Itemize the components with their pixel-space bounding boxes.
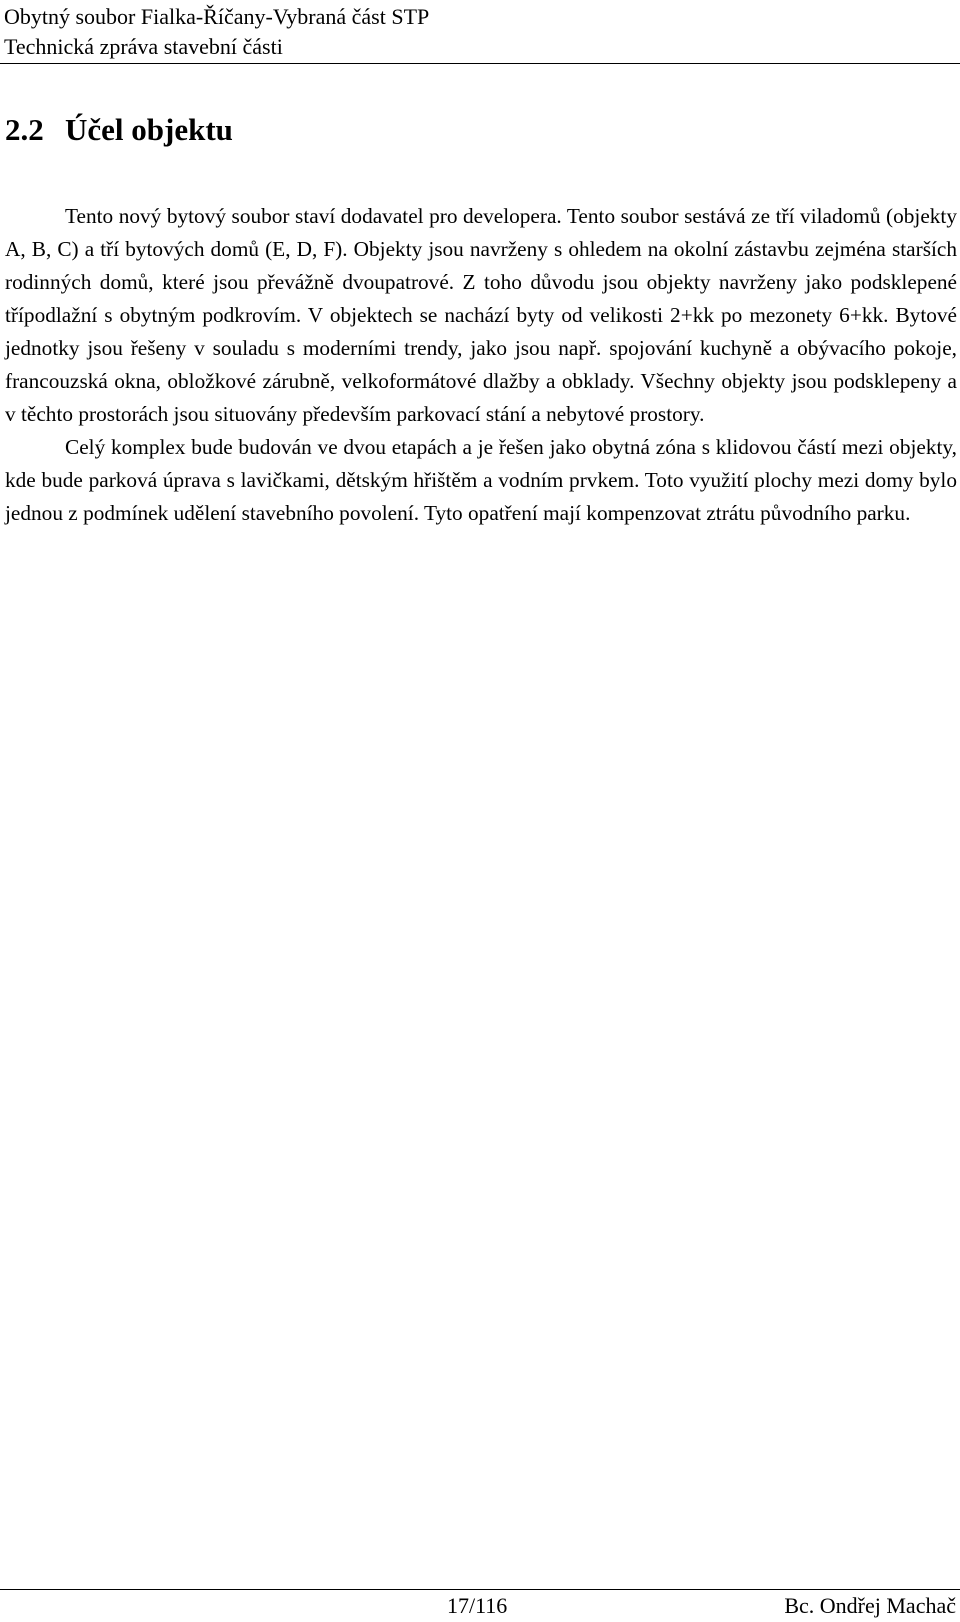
section-heading xyxy=(5,110,233,150)
footer-divider xyxy=(0,1589,960,1590)
header-divider xyxy=(0,63,960,64)
author-name: Bc. Ondřej Machač xyxy=(784,1593,956,1618)
section-number: 2.2 xyxy=(5,112,44,147)
paragraph-2: Celý komplex bude budován ve dvou etapách a je řešen jako obytná zóna s klidovou částí mezi objekty, kde bude parková úprava s lavičkami, dětským hřištěm a vodním prvkem. Toto využití plochy mezi domy bylo jednou z podmínek udělení stavebního povolení. Tyto opatření mají kompenzovat ztrátu původního parku. xyxy=(5,435,957,525)
section-title: Účel objektu xyxy=(65,112,233,147)
header-document-title: Obytný soubor Fialka-Říčany-Vybraná část STP xyxy=(4,4,430,29)
header-document-subtitle: Technická zpráva stavební části xyxy=(4,34,283,59)
paragraph-1: Tento nový bytový soubor staví dodavatel pro developera. Tento soubor sestává ze tří viladomů (objekty A, B, C) a tří bytových domů (E, D, F). Objekty jsou navrženy s ohledem na okolní zástavbu zejména starších rodinných domů, které jsou převážně dvoupatrové. Z toho důvodu jsou objekty navrženy jako podsklepené třípodlažní s obytným podkrovím. V objektech se nachází byty od velikosti 2+kk po mezonety 6+kk. Bytové jednotky jsou řešeny v souladu s moderními trendy, jako jsou např. spojování kuchyně a obývacího pokoje, francouzská okna, obložkové zárubně, velkoformátové dlažby a obklady. Všechny objekty jsou podsklepeny a v těchto prostorách jsou situovány především parkovací stání a nebytové prostory. xyxy=(5,204,957,426)
page-number: 17/116 xyxy=(447,1593,508,1618)
page-header xyxy=(4,2,956,62)
body-text xyxy=(5,200,957,530)
